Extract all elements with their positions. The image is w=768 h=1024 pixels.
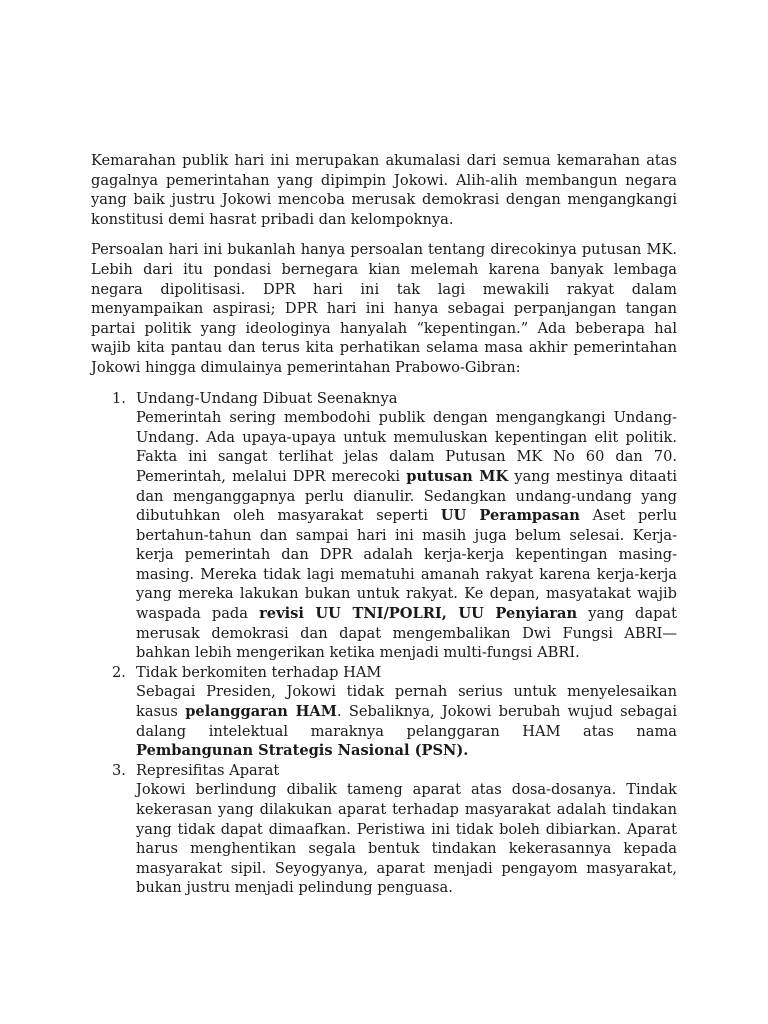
list-item — [91, 663, 677, 761]
document-page — [91, 151, 677, 898]
list-item — [91, 761, 677, 898]
body-text: Pemerintah sering membodohi publik dengan mengangkangi Undang-Undang. Ada upaya-upaya untuk memuluskan kepentingan elit politik. Fakta ini sangat terlihat jelas dalam Putusan MK No 60 dan 70. Pemerintah, melalui DPR merecoki — [136, 409, 677, 485]
bold-keyword: putusan MK — [406, 467, 509, 485]
list-item-title: Undang-Undang Dibuat Seenaknya — [136, 389, 398, 407]
list-item-title: Tidak berkomiten terhadap HAM — [136, 663, 382, 681]
list-item-number: 1. — [112, 389, 126, 407]
body-text: yang mestinya ditaati dan menganggapnya perlu dianulir. Sedangkan undang-undang yang dibutuhkan oleh masyarakat seperti — [136, 467, 677, 525]
body-text: Jokowi berlindung dibalik tameng aparat atas dosa-dosanya. Tindak kekerasan yang dilakukan aparat terhadap masyarakat adalah tindakan yang tidak dapat dimaafkan. Peristiwa ini tidak boleh dibiarkan. Aparat harus menghentikan segala bentuk tindakan kekerasannya kepada masyarakat sipil. Seyogyanya, aparat menjadi pengayom masyarakat, bukan justru menjadi pelindung penguasa. — [136, 781, 677, 897]
paragraph-intro: Kemarahan publik hari ini merupakan akumalasi dari semua kemarahan atas gagalnya pemerintahan yang dipimpin Jokowi. Alih-alih membangun negara yang baik justru Jokowi mencoba merusak demokrasi dengan mengangkangi konstitusi demi hasrat pribadi dan kelompoknya. — [91, 152, 677, 228]
list-item — [91, 389, 677, 663]
list-item-number: 3. — [112, 761, 126, 779]
bold-keyword: revisi UU TNI/POLRI, UU Penyiaran — [259, 605, 578, 623]
list-item-body — [136, 780, 677, 898]
list-item-body — [136, 682, 677, 760]
list-item-title: Represifitas Aparat — [136, 761, 280, 779]
body-text: yang dapat merusak demokrasi dan dapat mengembalikan Dwi Fungsi ABRI—bahkan lebih mengerikan ketika menjadi multi-fungsi ABRI. — [136, 605, 677, 662]
body-text: Sebagai Presiden, Jokowi tidak pernah serius untuk menyelesaikan kasus — [136, 683, 677, 721]
list-item-number: 2. — [112, 663, 126, 681]
list-item-body — [136, 408, 677, 663]
bold-keyword: pelanggaran HAM — [185, 703, 337, 721]
numbered-list — [91, 389, 677, 898]
paragraph-context: Persoalan hari ini bukanlah hanya persoalan tentang direcokinya putusan MK. Lebih dari itu pondasi bernegara kian melemah karena banyak lembaga negara dipolitisasi. DPR hari ini tak lagi mewakili rakyat dalam menyampaikan aspirasi; DPR hari ini hanya sebagai perpanjangan tangan partai politik yang ideologinya hanyalah “kepentingan.” Ada beberapa hal wajib kita pantau dan terus kita perhatikan selama masa akhir pemerintahan Jokowi hingga dimulainya pemerintahan Prabowo-Gibran: — [91, 241, 677, 376]
bold-keyword: Pembangunan Strategis Nasional (PSN). — [136, 742, 469, 760]
bold-keyword: UU Perampasan — [440, 507, 580, 525]
body-text: Aset perlu bertahun-tahun dan sampai hari ini masih juga belum selesai. Kerja-kerja pemerintah dan DPR adalah kerja-kerja kepentingan masing-masing. Mereka tidak lagi mematuhi amanah rakyat karena kerja-kerja yang mereka lakukan bukan untuk rakyat. Ke depan, masyatakat wajib waspada pada — [136, 507, 677, 623]
body-text: . Sebaliknya, Jokowi berubah wujud sebagai dalang intelektual maraknya pelanggaran HAM atas nama — [136, 703, 677, 740]
